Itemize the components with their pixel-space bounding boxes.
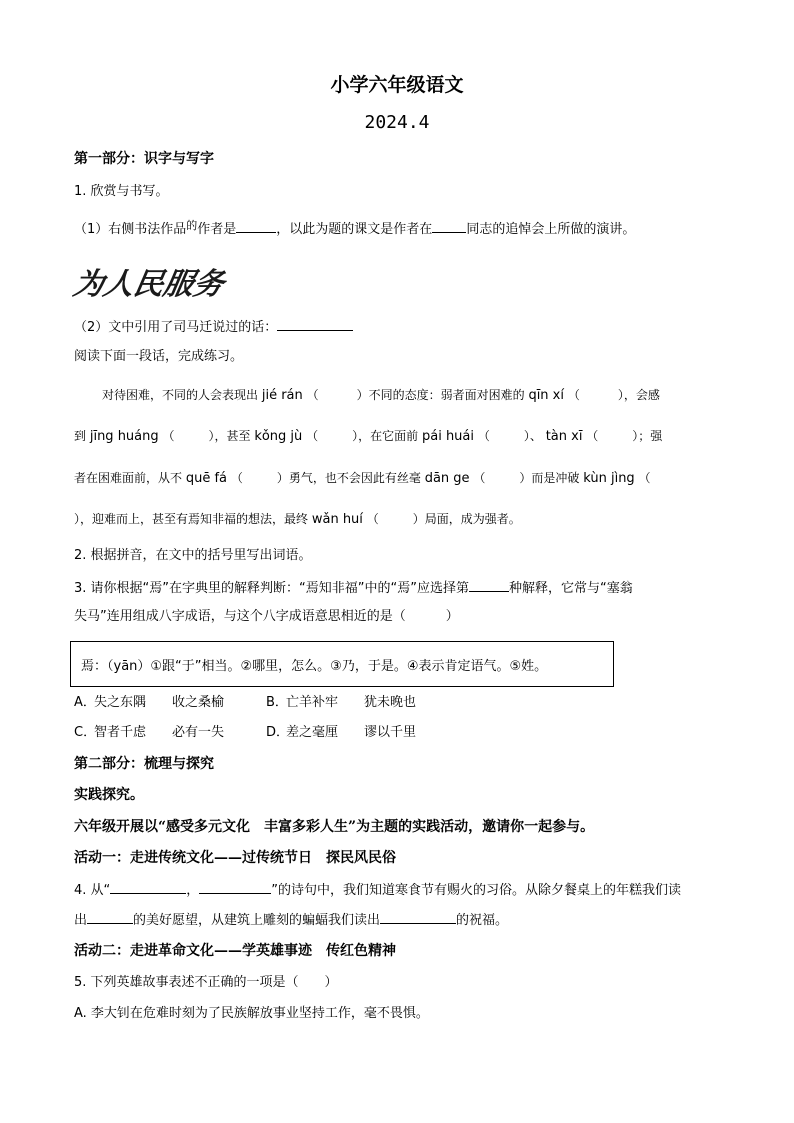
question-3-line-2 [74, 608, 734, 626]
option-c-text[interactable]: 智者千虑 必有一失 [94, 725, 225, 740]
passage-text: ），甚至 [208, 429, 251, 443]
question-2: 2. 根据拼音，在文中的括号里写出词语。 [74, 548, 312, 563]
passage-text: ）而是冲破 [519, 471, 580, 485]
option-b-label[interactable]: B． [266, 695, 288, 710]
option-a-text[interactable]: 失之东隅 收之桑榆 [94, 695, 225, 710]
q4-text-e: 的美好愿望，从建筑上雕刻的蝙蝠我们读出 [133, 913, 381, 928]
q1-1-text-b: 作者是 [197, 222, 237, 237]
calligraphy-image [70, 254, 227, 308]
pinyin: tàn xī [545, 429, 583, 444]
q4-text-b: ， [186, 883, 200, 898]
pinyin: kǒng jù [254, 429, 303, 444]
option-b-text[interactable]: 亡羊补牢 犹未晚也 [286, 695, 417, 710]
answer-blank[interactable] [110, 881, 186, 894]
bracket: （ [567, 388, 580, 402]
pinyin: jīng huáng [89, 429, 159, 444]
options-row-1 [74, 694, 734, 712]
q4-text-c: ”的诗句中，我们知道寒食节有赐火的习俗。从除夕餐桌上的年糕我们读 [271, 883, 682, 898]
question-4-line-2 [74, 911, 734, 930]
doc-title: 小学六年级语文 [330, 74, 464, 96]
option-d-label[interactable]: D． [266, 725, 290, 740]
pinyin: quē fá [185, 471, 228, 486]
passage-line-2 [74, 427, 734, 446]
part2-heading: 第二部分：梳理与探究 [74, 756, 214, 772]
passage-text: ），在它面前 [352, 429, 419, 443]
bracket: （ [230, 471, 243, 485]
option-a-label[interactable]: A． [74, 695, 96, 710]
q4-text-a: 4. 从“ [74, 883, 111, 898]
q3-text-a: 3. 请你根据“焉”在字典里的解释判断：“焉知非福”中的“焉”应选择第 [74, 581, 469, 596]
pinyin: dān ge [424, 471, 470, 486]
answer-blank[interactable] [236, 220, 276, 233]
passage-text: ）局面，成为强者。 [412, 512, 521, 526]
question-3-line-1 [74, 579, 734, 598]
passage-text: ）勇气，也不会因此有丝毫 [276, 471, 421, 485]
question-5: 5. 下列英雄故事表述不正确的一项是（ ） [74, 975, 338, 990]
bracket: （ [162, 429, 175, 443]
passage-text: ）、 [523, 429, 542, 443]
pinyin: pái huái [421, 429, 475, 444]
answer-blank[interactable] [199, 881, 271, 894]
q1-2-text: （2）文中引用了司马迁说过的话： [74, 320, 278, 335]
theme-line: 六年级开展以“感受多元文化 丰富多彩人生”为主题的实践活动，邀请你一起参与。 [74, 819, 595, 835]
bracket: （ [306, 388, 319, 402]
part1-heading: 第一部分：识字与写字 [74, 151, 214, 167]
bracket: （ [473, 471, 486, 485]
passage-text: ），会感 [617, 388, 660, 402]
activity-2-heading: 活动二：走进革命文化——学英雄事迹 传红色精神 [74, 943, 396, 959]
q1-1-text-a: （1）右侧书法作品 [74, 222, 187, 237]
pinyin: wǎn huí [311, 512, 363, 527]
answer-blank[interactable] [469, 579, 509, 592]
dictionary-entry: 焉：（yān）①跟“于”相当。②哪里，怎么。③乃，于是。④表示肯定语气。⑤姓。 [81, 659, 548, 674]
answer-blank[interactable] [277, 318, 353, 331]
bracket: （ [586, 429, 599, 443]
dictionary-box [70, 641, 614, 687]
q4-text-d: 出 [74, 913, 88, 928]
activity-1-heading: 活动一：走进传统文化——过传统节日 探民风民俗 [74, 850, 396, 866]
bracket: （ [477, 429, 490, 443]
answer-blank[interactable] [87, 911, 133, 924]
practice-heading: 实践探究。 [74, 787, 144, 803]
q5-option-a[interactable]: A. 李大钊在危难时刻为了民族解放事业坚持工作，毫不畏惧。 [74, 1006, 429, 1021]
q3-text-c: 失马”连用组成八字成语，与这个八字成语意思相近的是（ [74, 609, 406, 624]
passage-text: 者在困难面前，从不 [74, 471, 183, 485]
pinyin: jié rán [261, 388, 303, 403]
question-1-2 [74, 318, 734, 337]
bracket: （ [638, 471, 651, 485]
reading-intro: 阅读下面一段话，完成练习。 [74, 349, 244, 364]
q1-1-text-c: ，以此为题的课文是作者在 [276, 222, 433, 237]
passage-text: ）不同的态度：弱者面对困难的 [356, 388, 525, 402]
question-1: 1. 欣赏与书写。 [74, 184, 169, 199]
pinyin: qīn xí [528, 388, 564, 403]
q3-text-d: ） [445, 609, 459, 624]
answer-blank[interactable] [380, 911, 456, 924]
bracket: （ [306, 429, 319, 443]
passage-line-3 [74, 469, 734, 488]
calligraphy-text: 为人民服务 [70, 267, 227, 302]
option-d-text[interactable]: 差之毫厘 谬以千里 [286, 725, 417, 740]
passage-text: ）；强 [632, 429, 663, 443]
passage-text: 到 [74, 429, 87, 443]
answer-blank[interactable] [432, 220, 466, 233]
bracket: （ [366, 512, 379, 526]
pinyin: kùn jìng [583, 471, 635, 486]
q3-text-b: 种解释，它常与“塞翁 [508, 581, 633, 596]
question-4-line-1 [74, 881, 734, 900]
passage-text: 对待困难，不同的人会表现出 [102, 388, 259, 402]
passage-line-1 [102, 386, 762, 405]
doc-date: 2024.4 [364, 112, 430, 133]
passage-line-4 [74, 510, 734, 529]
option-c-label[interactable]: C． [74, 725, 97, 740]
question-1-1 [74, 220, 734, 239]
q1-1-sup: 的 [186, 219, 198, 232]
q1-1-text-d: 同志的追悼会上所做的演讲。 [466, 222, 636, 237]
q4-text-f: 的祝福。 [456, 913, 509, 928]
passage-text: ），迎难而上，甚至有焉知非福的想法，最终 [74, 512, 309, 526]
options-row-2 [74, 724, 734, 742]
